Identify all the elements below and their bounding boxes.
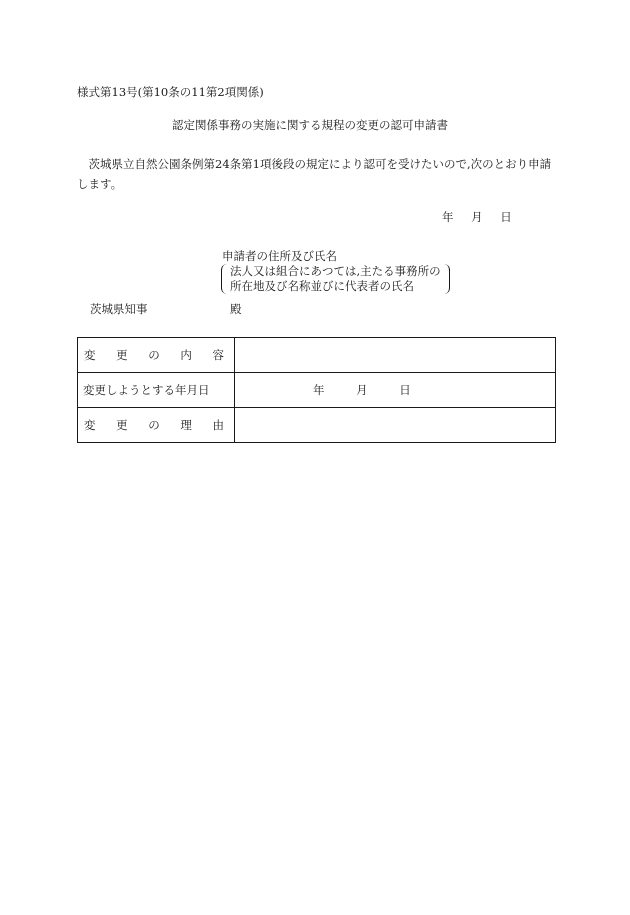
applicant-label: 申請者の住所及び氏名 <box>222 249 337 263</box>
table-row <box>78 373 556 408</box>
corporation-note-line-2: 所在地及び名称並びに代表者の氏名 <box>230 279 414 293</box>
honorific: 殿 <box>230 302 242 316</box>
body-text: 茨城県立自然公園条例第24条第1項後段の規定により認可を受けたいので,次のとおり申請します。 <box>77 157 552 191</box>
application-date: 年 月 日 <box>442 210 512 224</box>
table-row <box>78 338 556 373</box>
form-title: 認定関係事務の実施に関する規程の変更の認可申請書 <box>172 118 448 132</box>
row-value-change-reason[interactable] <box>235 408 556 443</box>
row-value-change-date[interactable]: 年 月 日 <box>235 373 556 408</box>
form-number: 様式第13号(第10条の11第2項関係) <box>77 85 264 99</box>
change-details-table <box>77 337 556 443</box>
corporation-note <box>221 264 450 294</box>
row-label-change-content: 変更の内容 <box>78 338 235 373</box>
row-value-change-content[interactable] <box>235 338 556 373</box>
row-label-change-reason: 変更の理由 <box>78 408 235 443</box>
table-row <box>78 408 556 443</box>
row-label-change-date: 変更しようとする年月日 <box>78 373 235 408</box>
addressee: 茨城県知事 <box>90 302 148 316</box>
corporation-note-line-1: 法人又は組合にあつては,主たる事務所の <box>230 264 441 278</box>
